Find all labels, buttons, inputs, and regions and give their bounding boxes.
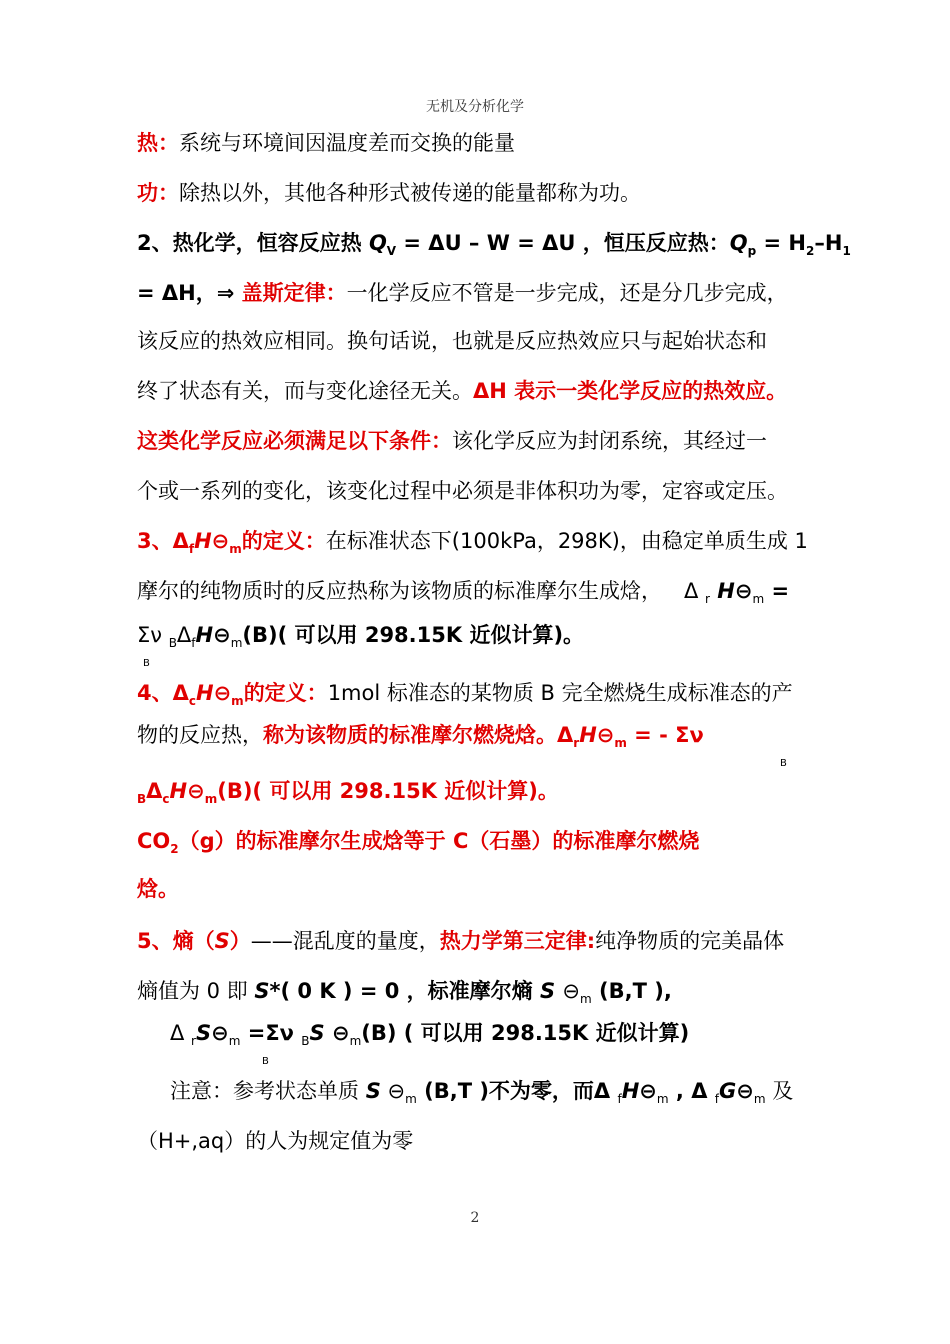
sub: p	[747, 244, 757, 258]
sym: H⊖	[194, 529, 230, 553]
sub: B	[137, 792, 147, 806]
line-formation-def	[137, 526, 827, 556]
text: =Σν	[240, 1021, 302, 1045]
text: = ΔU – W = ΔU ，恒压反应热：	[396, 231, 730, 255]
sym: Q	[368, 231, 387, 255]
sub: m	[349, 1034, 362, 1048]
line-16: 焓。	[137, 877, 179, 901]
text: = ΔH，⇒	[137, 281, 242, 305]
sub: 2	[806, 244, 815, 258]
sym: H⊖	[709, 579, 753, 603]
sym: H⊖	[195, 623, 231, 647]
sub: f	[714, 1092, 720, 1106]
sym: S	[214, 929, 230, 953]
term-work: 功：	[137, 181, 179, 205]
text: (B) ( 可以用 298.15K 近似计算)	[361, 1021, 690, 1045]
text: 热力学第三定律:	[439, 929, 596, 953]
text: ⊖	[562, 979, 581, 1003]
line-thermochem	[137, 228, 851, 258]
sub: 1	[842, 244, 851, 258]
sub: V	[386, 244, 397, 258]
sym: H⊖	[621, 1079, 657, 1103]
text: 的定义：	[243, 681, 328, 705]
text: 5、熵（	[137, 929, 215, 953]
sub: m	[228, 1034, 241, 1048]
sub: m	[229, 542, 242, 556]
sym: H⊖	[579, 723, 615, 747]
sym: S	[254, 979, 270, 1003]
sub: f	[617, 1092, 622, 1106]
sub: m	[580, 992, 592, 1006]
text: 终了状态有关，而与变化途径无关。	[137, 379, 473, 403]
text: 一化学反应不管是一步完成，还是分几步完成，	[346, 281, 788, 305]
page-header: 无机及分析化学	[426, 99, 524, 115]
sub: f	[191, 636, 196, 650]
text: ）	[229, 929, 251, 953]
sub: c	[188, 694, 196, 708]
sub: m	[753, 1092, 766, 1106]
text: 摩尔的纯物质时的反应热称为该物质的标准摩尔生成焓，	[137, 579, 662, 603]
line-11	[137, 620, 827, 650]
sub: m	[204, 792, 218, 806]
sym: Q	[729, 231, 748, 255]
text: 熵值为 0 即	[137, 979, 255, 1003]
def-heat: 系统与环境间因温度差而交换的能量	[179, 131, 515, 155]
text: ⊖	[380, 1079, 406, 1103]
line-heat	[137, 128, 827, 158]
line-work	[137, 178, 827, 208]
text: 3、Δ	[137, 529, 189, 553]
line-hess	[137, 278, 827, 308]
def-work: 除热以外，其他各种形式被传递的能量都称为功。	[179, 181, 641, 205]
text: 及	[765, 1079, 794, 1103]
line-6	[137, 376, 827, 406]
text: （g）的标准摩尔生成焓等于 C（石墨）的标准摩尔燃烧	[178, 829, 700, 853]
line-18	[137, 976, 827, 1006]
text: 称为该物质的标准摩尔燃烧焓。Δ	[263, 723, 574, 747]
text: 物的反应热，	[137, 723, 263, 747]
sym: S⊖	[195, 1021, 229, 1045]
text: Δ	[176, 623, 192, 647]
sub: B	[168, 636, 177, 650]
line-21: （H+,aq）的人为规定值为零	[137, 1129, 414, 1153]
text: –H	[814, 231, 843, 255]
line-entropy	[137, 926, 827, 956]
text: (B)( 可以用 298.15K 近似计算)。	[242, 623, 585, 647]
sub: r	[191, 1034, 196, 1048]
line-co2	[137, 826, 827, 856]
text: (B,T )不为零，而Δ	[416, 1079, 618, 1103]
term-heat: 热：	[137, 131, 179, 155]
sum-index: B	[780, 758, 787, 769]
sub: c	[162, 792, 170, 806]
sub: r	[573, 736, 580, 750]
text: =	[764, 579, 790, 603]
text: 1mol 标准态的某物质 B 完全燃烧生成标准态的产	[327, 681, 793, 705]
text: 这类化学反应必须满足以下条件：	[137, 429, 452, 453]
text: ΔH 表示一类化学反应的热效应。	[473, 379, 788, 403]
sym: H⊖	[169, 779, 205, 803]
sym: H⊖	[196, 681, 232, 705]
text: (B)( 可以用 298.15K 近似计算)。	[217, 779, 559, 803]
line-combustion-def	[137, 678, 827, 708]
text: 注意：参考状态单质	[170, 1079, 366, 1103]
sub: r	[705, 592, 710, 606]
text: , Δ	[668, 1079, 715, 1103]
sym: S	[365, 1079, 381, 1103]
line-14	[137, 776, 827, 806]
sub: m	[656, 1092, 669, 1106]
line-10	[137, 576, 827, 606]
sym: G⊖	[719, 1079, 754, 1103]
text: CO	[137, 829, 171, 853]
sub: m	[231, 694, 244, 708]
text: = H	[756, 231, 806, 255]
term-hess-law: 盖斯定律：	[241, 281, 347, 305]
sub: m	[230, 636, 243, 650]
sub: B	[301, 1034, 310, 1048]
text: 2、热化学，恒容反应热	[137, 231, 369, 255]
sym: S	[539, 979, 563, 1003]
text: = - Σν	[626, 723, 704, 747]
sum-index: B	[262, 1056, 269, 1067]
sub: m	[614, 736, 627, 750]
sub: m	[405, 1092, 417, 1106]
text: 该化学反应为封闭系统，其经过一	[452, 429, 767, 453]
text: *( 0 K ) = 0 ，标准摩尔熵	[269, 979, 540, 1003]
line-note	[170, 1076, 860, 1106]
text: Δ	[684, 579, 706, 603]
text: 纯净物质的完美晶体	[595, 929, 785, 953]
line-19	[170, 1018, 860, 1048]
text: Δ	[170, 1021, 192, 1045]
sub: f	[188, 542, 195, 556]
sub: m	[752, 592, 765, 606]
page-number: 2	[470, 1210, 480, 1226]
text: 4、Δ	[137, 681, 189, 705]
sum-index: B	[143, 658, 150, 669]
line-8: 个或一系列的变化，该变化过程中必须是非体积功为零，定容或定压。	[137, 479, 788, 503]
sym: S ⊖	[309, 1021, 350, 1045]
line-7	[137, 426, 827, 456]
text: (B,T ),	[591, 979, 672, 1003]
sub: 2	[170, 842, 179, 856]
line-5: 该反应的热效应相同。换句话说，也就是反应热效应只与起始状态和	[137, 329, 767, 353]
line-13	[137, 720, 827, 750]
text: 的定义：	[241, 529, 326, 553]
text: ——混乱度的量度，	[250, 929, 440, 953]
text: Δ	[146, 779, 163, 803]
text: 在标准状态下(100kPa，298K)，由稳定单质生成 1	[325, 529, 808, 553]
text: Σν	[137, 623, 169, 647]
